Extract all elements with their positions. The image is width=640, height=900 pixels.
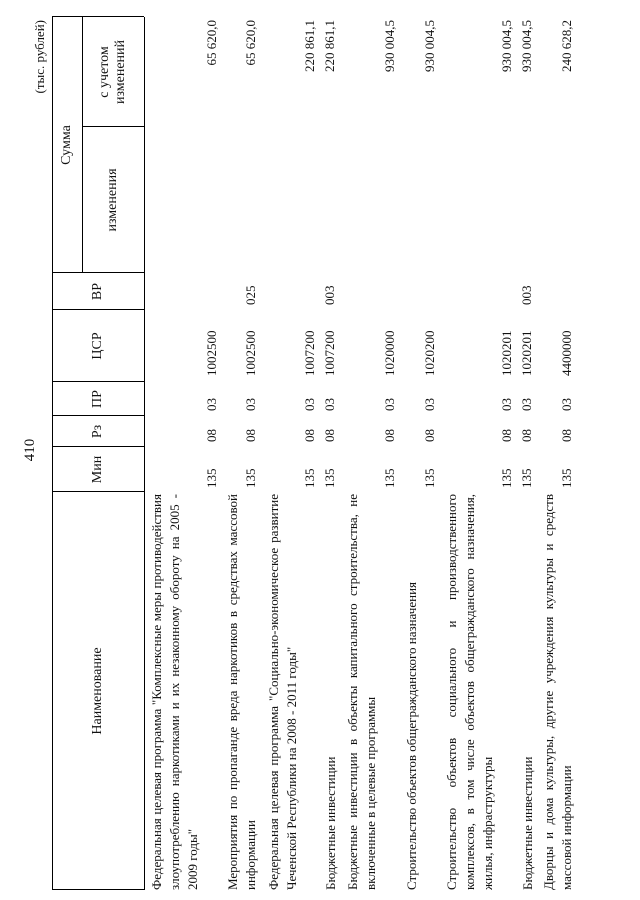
header-rz: Рз — [89, 424, 105, 439]
row-pr: 03 — [422, 398, 437, 411]
header-with-changes: с учетом изменений — [96, 39, 128, 105]
header-name: Наименование — [89, 647, 105, 735]
row-pr: 03 — [382, 398, 397, 411]
row-rz: 08 — [559, 429, 574, 442]
row-vr: 003 — [519, 285, 534, 305]
row-csr: 1007200 — [302, 330, 317, 376]
row-rz: 08 — [382, 429, 397, 442]
row-total: 930 004,5 — [382, 20, 397, 72]
row-rz: 08 — [499, 429, 514, 442]
row-vr: 025 — [243, 285, 258, 305]
row-vr: 003 — [322, 285, 337, 305]
row-rz: 08 — [519, 429, 534, 442]
row-csr: 1020000 — [382, 330, 397, 376]
row-total: 65 620,0 — [243, 20, 258, 66]
row-name: Дворцы и дома культуры, другие учреждения культуры и средств массовой информации — [541, 494, 574, 890]
row-min: 135 — [243, 468, 258, 488]
row-name: Федеральная целевая программа "Социально-экономическое развитие Чеченской Республики на 2008 - 2011 годы" — [266, 494, 299, 890]
row-min: 135 — [302, 468, 317, 488]
row-name: Федеральная целевая программа "Комплексные меры противодействия злоупотреблению наркотиками и их незаконному обороту на 2005 - 2009 годы" — [149, 494, 200, 890]
row-min: 135 — [204, 468, 219, 488]
header-vline — [52, 309, 144, 310]
row-pr: 03 — [302, 398, 317, 411]
row-total: 930 004,5 — [422, 20, 437, 72]
row-total: 220 861,1 — [322, 20, 337, 72]
header-vline — [52, 381, 144, 382]
row-total: 930 004,5 — [499, 20, 514, 72]
row-name: Бюджетные инвестиции — [520, 756, 535, 890]
row-rz: 08 — [204, 429, 219, 442]
header-min: Мин — [89, 455, 105, 484]
row-min: 135 — [322, 468, 337, 488]
row-min: 135 — [559, 468, 574, 488]
row-rz: 08 — [302, 429, 317, 442]
row-total: 220 861,1 — [302, 20, 317, 72]
header-vline — [52, 415, 144, 416]
header-vline — [52, 446, 144, 447]
row-min: 135 — [519, 468, 534, 488]
header-vline — [82, 126, 144, 127]
row-pr: 03 — [204, 398, 219, 411]
row-total: 240 628,2 — [559, 20, 574, 72]
row-total: 930 004,5 — [519, 20, 534, 72]
header-csr: ЦСР — [89, 332, 105, 360]
header-sum: Сумма — [58, 125, 74, 165]
row-rz: 08 — [422, 429, 437, 442]
header-pr: ПР — [89, 390, 105, 408]
row-name: Бюджетные инвестиции в объекты капитального строительства, не включенные в целевые программы — [345, 494, 378, 890]
row-csr: 1002500 — [204, 330, 219, 376]
row-pr: 03 — [559, 398, 574, 411]
header-changes: изменения — [104, 168, 120, 232]
row-rz: 08 — [243, 429, 258, 442]
row-csr: 4400000 — [559, 330, 574, 376]
header-top-rule — [52, 17, 53, 890]
row-pr: 03 — [499, 398, 514, 411]
row-name: Строительство объектов общегражданского назначения — [404, 581, 419, 890]
row-name: Строительство объектов социального и производственного комплексов, в том числе объектов общегражданского назначения, жилья, инфраструктуры — [444, 494, 495, 890]
row-rz: 08 — [322, 429, 337, 442]
row-min: 135 — [499, 468, 514, 488]
row-pr: 03 — [322, 398, 337, 411]
header-vline — [52, 16, 144, 17]
row-csr: 1007200 — [322, 330, 337, 376]
header-vr: ВР — [89, 282, 105, 301]
row-pr: 03 — [243, 398, 258, 411]
row-pr: 03 — [519, 398, 534, 411]
row-name: Мероприятия по пропаганде вреда наркотиков в средствах массовой информации — [225, 494, 258, 890]
row-name: Бюджетные инвестиции — [323, 756, 338, 890]
page-number: 410 — [22, 438, 38, 462]
header-vline — [52, 272, 144, 273]
row-csr: 1020200 — [422, 330, 437, 376]
row-csr: 1020201 — [519, 330, 534, 376]
header-vline — [52, 889, 144, 890]
row-min: 135 — [382, 468, 397, 488]
units-note: (тыс. рублей) — [32, 20, 47, 94]
header-bottom-rule — [144, 17, 145, 890]
row-total: 65 620,0 — [204, 20, 219, 66]
row-csr: 1020201 — [499, 330, 514, 376]
header-vline — [52, 491, 144, 492]
row-min: 135 — [422, 468, 437, 488]
header-sum-rule — [82, 17, 83, 273]
row-csr: 1002500 — [243, 330, 258, 376]
